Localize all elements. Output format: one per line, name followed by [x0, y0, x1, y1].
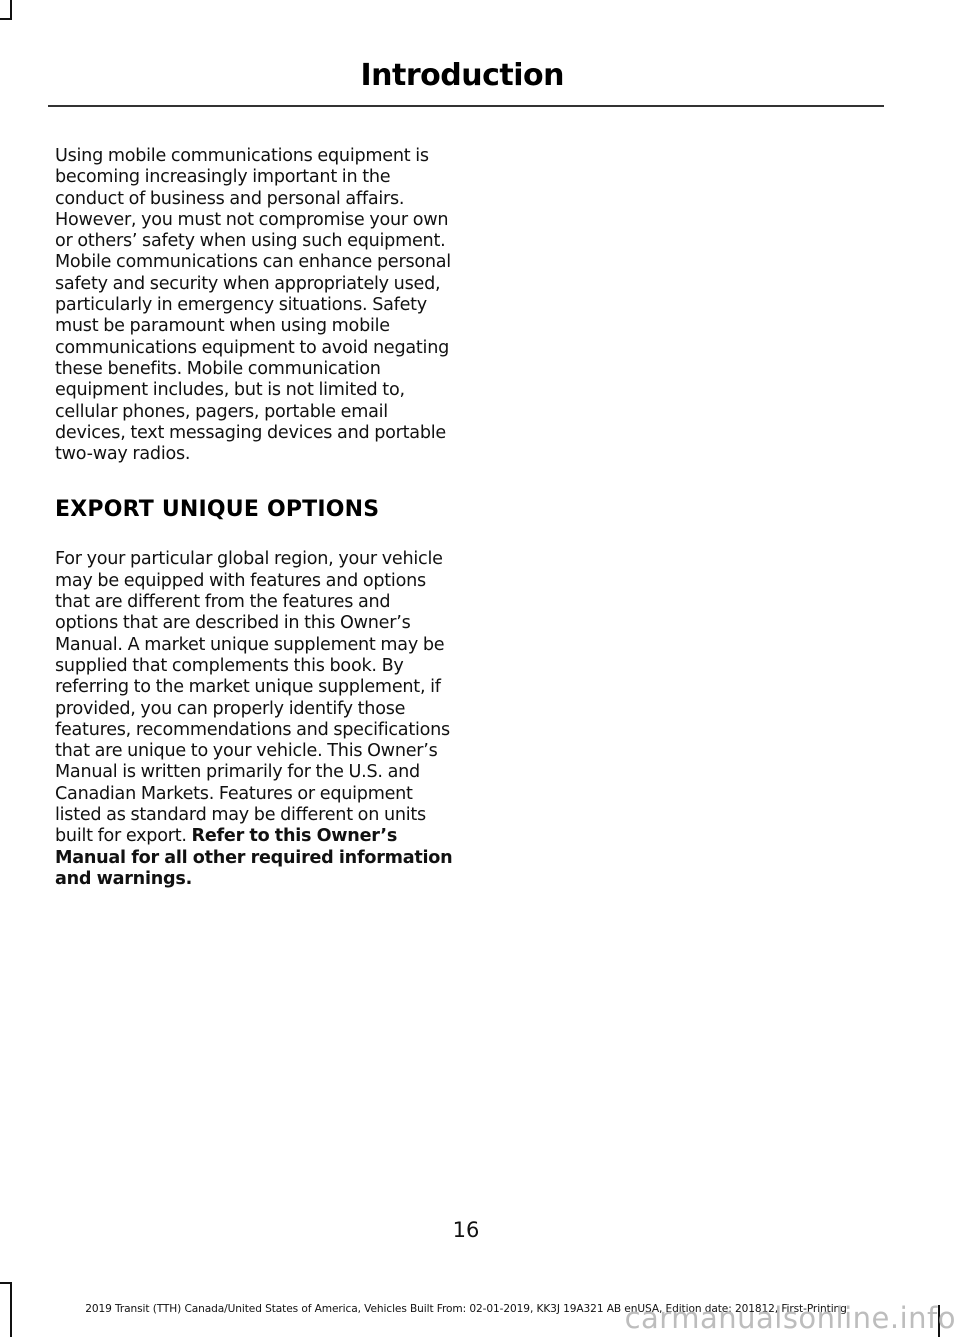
footer-edition-info: 2019 Transit (TTH) Canada/United States of America, Vehicles Built From: 02-01-2019, KK3J 19A321 AB enUSA, Edition date: 201812, First-Printing — [85, 1303, 847, 1315]
crop-mark-top-left-v — [10, 0, 12, 20]
export-options-paragraph — [55, 549, 453, 890]
export-options-bold-text: Refer to this Owner’s Manual for all other required information and warnings. — [55, 826, 453, 889]
page-number: 16 — [452, 1218, 480, 1242]
page-title: Introduction — [360, 58, 564, 93]
header-divider — [48, 105, 884, 107]
crop-mark-top-left-h — [0, 18, 12, 20]
export-options-text: For your particular global region, your vehicle may be equipped with features and options that are different from the features and options that are described in this Owner’s Manual. A market unique supplement may be supplied that complements this book. By referring to the market unique supplement, if provided, you can properly identify those features, recommendations and specifications that are unique to your vehicle. This Owner’s Manual is written primarily for the U.S. and Canadian Markets. Features or equipment listed as standard may be different on units built for export. — [55, 549, 450, 847]
section-heading: EXPORT UNIQUE OPTIONS — [55, 497, 380, 523]
main-content — [55, 146, 453, 890]
mobile-equipment-paragraph: Using mobile communications equipment is becoming increasingly important in the conduct of business and personal affairs. However, you must not compromise your own or others’ safety when using such equipment. Mobile communications can enhance personal safety and security when appropriately used, particularly in emergency situations. Safety must be paramount when using mobile communications equipment to avoid negating these benefits. Mobile communication equipment includes, but is not limited to, cellular phones, pagers, portable email devices, text messaging devices and portable two-way radios. — [55, 146, 451, 465]
watermark: carmanualsonline.info — [624, 1301, 956, 1335]
crop-mark-bottom-left-h — [0, 1282, 12, 1284]
